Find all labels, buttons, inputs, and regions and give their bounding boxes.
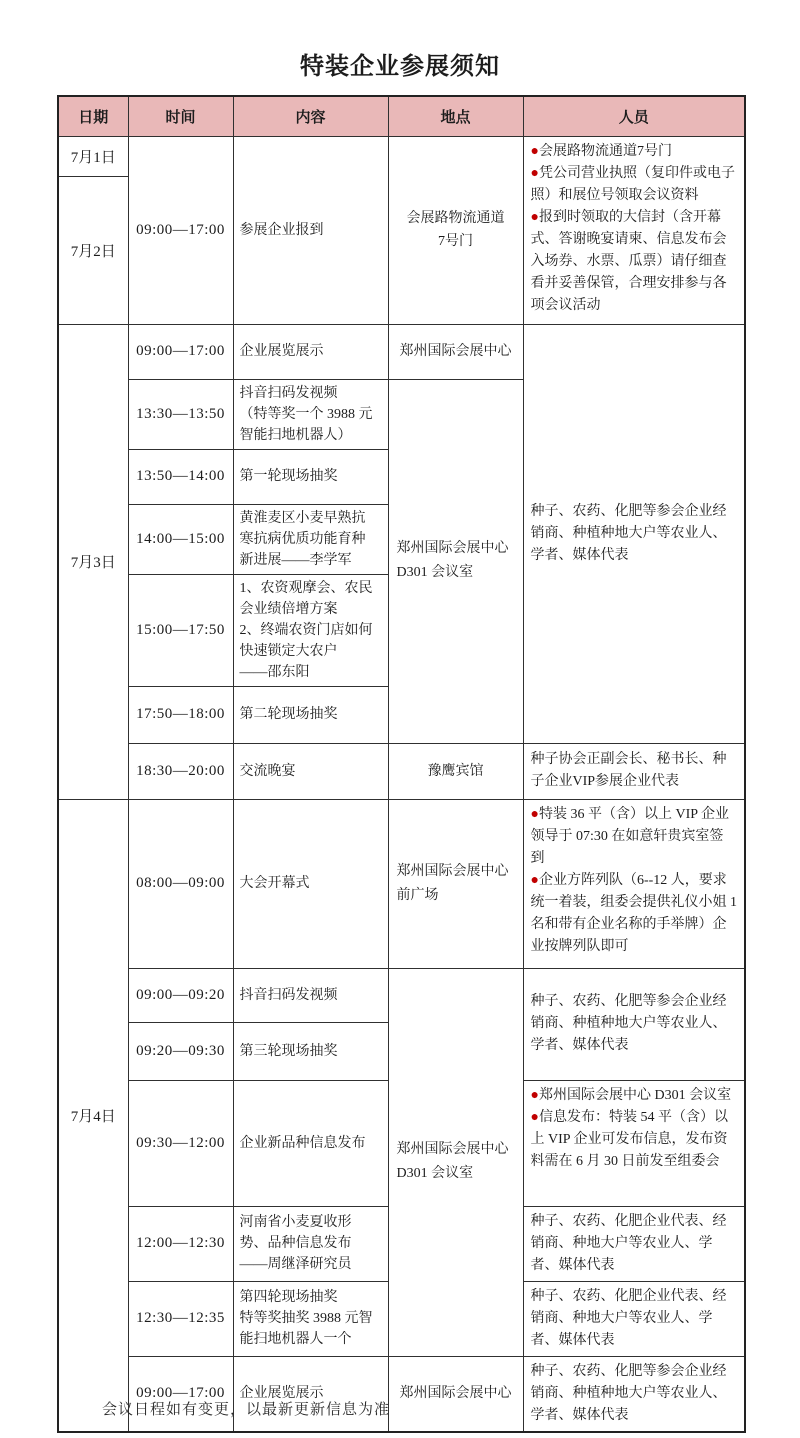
text-line: 郑州国际会展中心: [396, 1142, 509, 1157]
time-cell: 13:30—13:50: [128, 379, 233, 449]
personnel-text: 会展路物流通道7号门: [538, 143, 672, 159]
red-bullet-icon: ●: [530, 1109, 539, 1125]
time-cell: 09:00—17:00: [128, 324, 233, 379]
time-cell: 15:00—17:50: [128, 574, 233, 686]
time-cell: 17:50—18:00: [128, 686, 233, 743]
text-line: 寒抗病优质功能育种: [239, 531, 366, 547]
personnel-cell: 种子、农药、化肥企业代表、经销商、种地大户等农业人、学者、媒体代表: [523, 1206, 745, 1281]
text-line: D301 会议室: [396, 1166, 474, 1181]
text-line: 郑州国际会展中心: [399, 1386, 512, 1401]
personnel-item: [531, 1107, 738, 1173]
content-cell: [233, 1356, 388, 1432]
red-bullet-icon: ●: [530, 143, 539, 159]
location-cell: [388, 324, 523, 379]
time-cell: 08:00—09:00: [128, 799, 233, 968]
content-cell: 大会开幕式: [233, 799, 388, 968]
date-cell: 7月4日: [58, 799, 128, 1432]
text-line: 企业新品种信息发布: [239, 1135, 366, 1151]
location-cell: [388, 799, 523, 968]
table-row: [58, 324, 745, 379]
text-line: 抖音扫码发视频: [239, 987, 338, 1003]
text-line: 会展路物流通道: [406, 211, 505, 226]
table-row: [58, 1356, 745, 1432]
text-line: 第三轮现场抽奖: [239, 1043, 338, 1059]
personnel-item: [531, 804, 738, 826]
red-bullet-icon: ●: [530, 872, 539, 888]
location-cell: 豫鹰宾馆: [388, 743, 523, 799]
text-line: 抖音扫码发视频: [239, 385, 338, 401]
content-cell: [233, 574, 388, 686]
personnel-text: 企业方阵列队（6--12 人，要求统一着装，组委会提供礼仪小姐 1 名和带有企业名称的手举牌）企业按牌列队即可: [530, 872, 737, 954]
text-line: 第四轮现场抽奖: [239, 1290, 338, 1305]
personnel-text: 报到时领取的大信封（含开幕式、答谢晚宴请柬、信息发布会入场券、水票、瓜票）请仔细查看并妥善保管，合理安排参与各项会议活动: [530, 209, 727, 313]
column-header-personnel: 人员: [523, 96, 745, 136]
personnel-cell: 种子、农药、化肥等参会企业经销商、种植种地大户等农业人、学者、媒体代表: [523, 324, 745, 743]
personnel-cell: 种子协会正副会长、秘书长、种子企业VIP参展企业代表: [523, 743, 745, 799]
text-line: 河南省小麦夏收形: [239, 1215, 352, 1230]
text-line: 企业展览展示: [239, 344, 324, 359]
time-cell: 09:20—09:30: [128, 1022, 233, 1080]
text-line: 7号门: [438, 234, 473, 249]
column-header-time: 时间: [128, 96, 233, 136]
personnel-text: 特装 36 平（含）以上 VIP 企业: [538, 806, 730, 822]
text-line: 势、品种信息发布: [239, 1236, 352, 1251]
personnel-text: 信息发布：特装 54 平（含）以上 VIP 企业可发布信息，发布资料需在 6 月 30 日前发至组委会: [530, 1109, 728, 1169]
personnel-cell: 种子、农药、化肥等参会企业经销商、种植种地大户等农业人、学者、媒体代表: [523, 968, 745, 1080]
table-row: [58, 136, 745, 176]
content-cell: [233, 968, 388, 1022]
time-cell: 12:30—12:35: [128, 1281, 233, 1356]
text-line: ——周继泽研究员: [239, 1257, 352, 1272]
content-cell: [233, 379, 388, 449]
time-cell: 18:30—20:00: [128, 743, 233, 799]
personnel-cell: [523, 799, 745, 968]
content-cell: [233, 1206, 388, 1281]
text-line: 第一轮现场抽奖: [239, 469, 338, 484]
text-line: 郑州国际会展中心: [396, 541, 509, 556]
text-line: 2、终端农资门店如何: [239, 622, 373, 638]
personnel-cell: [523, 1080, 745, 1206]
date-cell: 7月1日: [58, 136, 128, 176]
text-line: 前广场: [396, 887, 439, 903]
time-cell: 09:00—17:00: [128, 136, 233, 324]
schedule-table: [57, 95, 746, 1433]
personnel-text: 领导于 07:30 在如意轩贵宾室签到: [530, 828, 724, 866]
personnel-item: [531, 870, 738, 958]
red-bullet-icon: ●: [530, 1087, 539, 1103]
content-cell: [233, 504, 388, 574]
text-line: 能扫地机器人一个: [239, 1332, 352, 1347]
content-cell: [233, 449, 388, 504]
table-row: [58, 743, 745, 799]
personnel-cell: 种子、农药、化肥企业代表、经销商、种地大户等农业人、学者、媒体代表: [523, 1281, 745, 1356]
personnel-cell: [523, 136, 745, 324]
page-title: 特装企业参展须知: [300, 52, 500, 80]
personnel-item: [531, 826, 738, 870]
table-row: [58, 968, 745, 1022]
text-line: 第二轮现场抽奖: [239, 707, 338, 722]
content-cell: [233, 324, 388, 379]
text-line: （特等奖一个 3988 元: [239, 406, 373, 422]
personnel-text: 郑州国际会展中心 D301 会议室: [538, 1087, 732, 1103]
column-header-date: 日期: [58, 96, 128, 136]
personnel-item: [531, 1085, 738, 1107]
content-cell: 参展企业报到: [233, 136, 388, 324]
time-cell: 09:00—09:20: [128, 968, 233, 1022]
content-cell: [233, 1281, 388, 1356]
date-cell: 7月3日: [58, 324, 128, 799]
time-cell: 09:30—12:00: [128, 1080, 233, 1206]
location-cell: [388, 379, 523, 743]
text-line: 智能扫地机器人）: [239, 427, 352, 443]
text-line: 郑州国际会展中心: [396, 863, 509, 879]
red-bullet-icon: ●: [530, 209, 539, 225]
header-row: [58, 96, 745, 136]
personnel-item: [531, 207, 738, 317]
location-cell: [388, 136, 523, 324]
text-line: 企业展览展示: [239, 1386, 324, 1401]
table-row: [58, 799, 745, 968]
column-header-content: 内容: [233, 96, 388, 136]
text-line: 黄淮麦区小麦早熟抗: [239, 510, 366, 526]
text-line: 快速锁定大农户: [239, 643, 338, 659]
content-cell: [233, 686, 388, 743]
red-bullet-icon: ●: [530, 806, 539, 822]
location-cell: [388, 968, 523, 1356]
time-cell: 13:50—14:00: [128, 449, 233, 504]
location-cell: [388, 1356, 523, 1432]
text-line: 郑州国际会展中心: [399, 344, 512, 359]
column-header-location: 地点: [388, 96, 523, 136]
footer-note: 会议日程如有变更，以最新更新信息为准: [102, 1402, 391, 1418]
date-cell: 7月2日: [58, 176, 128, 324]
content-cell: 交流晚宴: [233, 743, 388, 799]
red-bullet-icon: ●: [530, 165, 539, 181]
time-cell: 09:00—17:00: [128, 1356, 233, 1432]
personnel-item: [531, 163, 738, 207]
text-line: 特等奖抽奖 3988 元智: [239, 1311, 373, 1326]
content-cell: [233, 1022, 388, 1080]
text-line: 1、农资观摩会、农民: [239, 580, 373, 596]
personnel-text: 凭公司营业执照（复印件或电子照）和展位号领取会议资料: [530, 165, 735, 203]
text-line: D301 会议室: [396, 565, 474, 580]
personnel-cell: 种子、农药、化肥等参会企业经销商、种植种地大户等农业人、学者、媒体代表: [523, 1356, 745, 1432]
time-cell: 14:00—15:00: [128, 504, 233, 574]
text-line: 新进展——李学军: [239, 552, 352, 568]
time-cell: 12:00—12:30: [128, 1206, 233, 1281]
personnel-item: [531, 141, 738, 163]
text-line: 会业绩倍增方案: [239, 601, 338, 617]
content-cell: [233, 1080, 388, 1206]
text-line: ——邵东阳: [239, 664, 310, 680]
